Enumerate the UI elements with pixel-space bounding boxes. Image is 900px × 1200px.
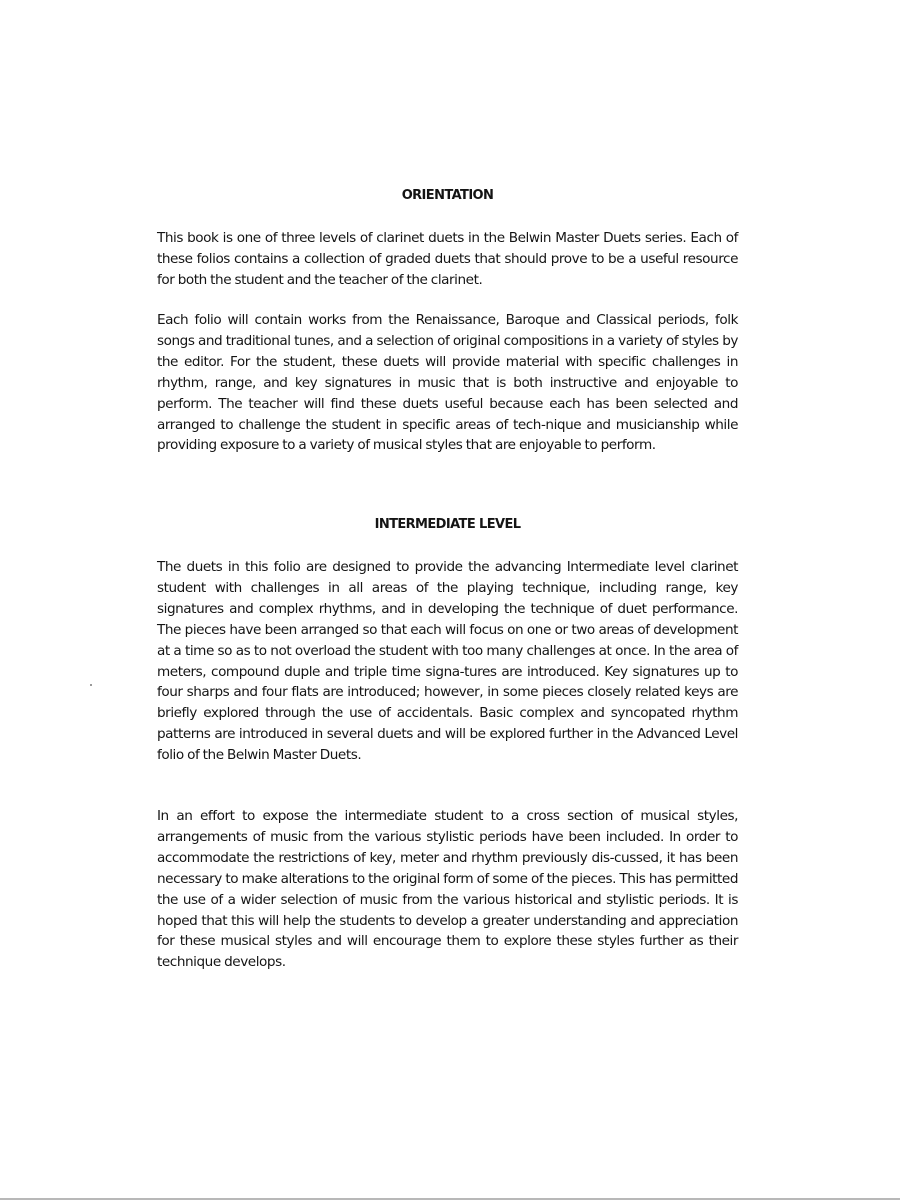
orientation-section-2 — [157, 310, 738, 456]
orientation-paragraph-1: This book is one of three levels of clarinet duets in the Belwin Master Duets series. Each of these folios contains a collection of graded duets that should prove to be a useful resource for both the student and the teacher of the clarinet. — [157, 230, 738, 288]
orientation-section — [157, 228, 738, 291]
orientation-paragraph-2: Each folio will contain works from the Renaissance, Baroque and Classical periods, folk songs and traditional tunes, and a selection of original compositions in a variety of styles by the editor. For the student, these duets will provide material with specific challenges in rhythm, range, and key signatures in music that is both instructive and enjoyable to perform. The teacher will find these duets useful because each has been selected and arranged to challenge the student in specific areas of tech-nique and musicianship while providing exposure to a variety of musical styles that are enjoyable to perform. — [157, 312, 738, 454]
intermediate-paragraph-2: In an effort to expose the intermediate student to a cross section of musical styles, arrangements of music from the various stylistic periods have been included. In order to accommodate the restrictions of key, meter and rhythm previously dis-cussed, it has been necessary to make alterations to the original form of some of the pieces. This has permitted the use of a wider selection of music from the various historical and stylistic periods. It is hoped that this will help the students to develop a greater understanding and appreciation for these musical styles and will encourage them to explore these styles further as their technique develops. — [157, 808, 738, 971]
orientation-heading: ORIENTATION — [401, 188, 494, 203]
intermediate-section-2 — [157, 806, 738, 973]
intermediate-section — [157, 557, 738, 766]
intermediate-heading: INTERMEDIATE LEVEL — [374, 517, 521, 532]
intermediate-paragraph-1: The duets in this folio are designed to provide the advancing Intermediate level clarinet student with challenges in all areas of the playing technique, including range, key signatures and complex rhythms, and in developing the technique of duet performance. The pieces have been arranged so that each will focus on one or two areas of development at a time so as to not overload the student with too many challenges at once. In the area of meters, compound duple and triple time signa-tures are introduced. Key signatures up to four sharps and four flats are introduced; however, in some pieces closely related keys are briefly explored through the use of accidentals. Basic complex and syncopated rhythm patterns are introduced in several duets and will be explored further in the Advanced Level folio of the Belwin Master Duets. — [157, 559, 738, 764]
scan-speck — [90, 684, 92, 686]
